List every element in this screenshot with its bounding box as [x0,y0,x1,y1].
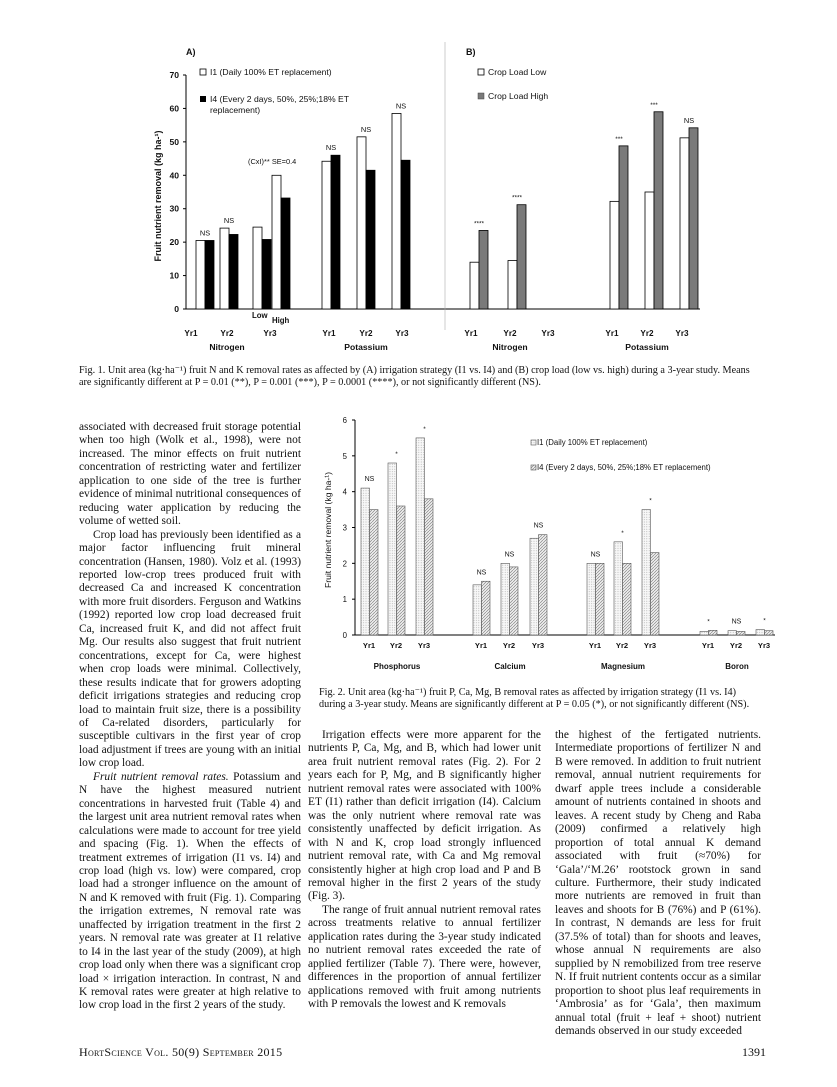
fig2-annotation: * [423,425,426,433]
fig1a-annotation: NS [325,143,337,153]
legend-low-label: Crop Load Low [488,67,547,77]
fig2-x-labels [363,641,770,671]
fig1-year-label: Yr3 [675,329,689,338]
fig1-group-label: Nitrogen [492,342,528,352]
fig2-bars [361,426,773,635]
fig2-year-label: Yr2 [615,641,629,650]
fig1a-annotation: NS [199,228,211,238]
fig1-year-label: Yr1 [322,329,336,338]
fig2-bar [642,510,651,635]
legend-high-label: Crop Load High [488,91,549,101]
fig2-group-label: Boron [725,662,749,671]
fig2-bar [651,553,660,635]
fig2-annotation: * [707,618,710,626]
fig2-annotation: NS [731,618,742,626]
fig1-y-tick-label: 30 [169,203,179,214]
left-para-3-body: Potassium and N have the highest measured nutrient concentrations in harvested fruit (Table 4) and the largest unit area nutrient removal rates when calculations were made to account for tree yield and spacing (Fig. 1). When the effects of treatment extremes of irrigation (I1 vs. I4) and crop load (high vs. low) were compared, crop load had a stronger influence on the amount of N and K removed with fruit (Fig. 1). Comparing the irrigation extremes, N removal rate was unaffected by irrigation treatment in the first 2 years. N removal rate was greater at I1 relative to I4 in the last year of the study (2009), at high crop load only when there was a significant crop load × irrigation interaction. In contrast, N and K removal rates were greater at high relative to low crop load in the first 2 years of the study. [79,770,301,1012]
fig1-year-label: Yr3 [541,329,555,338]
fig1b-annotation: NS [683,115,695,125]
fig2-group-label: Magnesium [600,662,646,671]
fig2-bar [700,631,709,635]
fig2-y-tick-label: 5 [342,451,347,461]
fig1-year-label: Yr2 [220,329,234,338]
fig2-year-label: Yr3 [531,641,545,650]
fig1-caption: Fig. 1. Unit area (kg·ha⁻¹) fruit N and K removal rates as affected by (A) irrigation strategy (I1 vs. I4) and (B) crop load (low vs. high) during a 3-year study. Means are significantly different at P = 0.01 (**), P = 0.001 (***), P = 0.0001 (****), or not significantly different (NS). [79,365,750,389]
legend-i4-label-line2: replacement) [210,105,261,115]
fig2-y-tick-label: 3 [342,523,347,533]
fig2-bar [397,506,406,635]
fig2-y-tick-label: 6 [342,416,347,425]
left-para-3 [79,771,301,1013]
footer-journal: HortScience Vol. 50(9) September 2015 [79,1045,283,1059]
left-column [79,421,301,1013]
fig2-annotation: * [763,617,766,625]
fig2-annotation: NS [364,476,375,484]
fig1-group-label: Potassium [625,342,669,352]
fig2-bar [596,563,605,635]
middle-column [308,729,541,1012]
fig1-y-tick-label: 40 [169,170,179,181]
fig2-bar [416,438,425,635]
fig2-caption: Fig. 2. Unit area (kg·ha⁻¹) fruit P, Ca, Mg, B removal rates as affected by irrigation strategy (I1 vs. I4) during a 3-year study. Means are significantly different at P = 0.05 (*), or not significantly different (NS). [319,687,750,711]
fig2-bar [587,563,596,635]
footer-page-number: 1391 [742,1045,766,1059]
fig1b-annotation: **** [473,220,485,228]
fig2-year-label: Yr1 [588,641,602,650]
mid-para-2: The range of fruit annual nutrient removal rates across treatments relative to annual fertilizer application rates during the 3-year study indicated no nutrient removal rates exceeded the rate of applied fertilizer (Table 7). There were, however, differences in the proportion of annual fertilizer applications removed with fruit among nutrients with P removals the lowest and K removals [308,903,541,1011]
left-para-1: associated with decreased fruit storage potential when too high (Wolk et al., 1998), were not increased. The minor effects on fruit nutrient concentration of restricting water and fertilizer application to one side of the tree is further evidence of minimal nutritional consequences of reducing water application by reducing the volume of wetted soil. [79,421,301,528]
fig2-bar [361,488,370,635]
section-heading-removal: Fruit nutrient removal rates. [93,770,229,783]
fig2-year-label: Yr3 [757,641,771,650]
fig2-year-label: Yr2 [389,641,403,650]
fig2-bar [756,630,765,635]
fig2-bar [370,510,379,635]
fig2-bar [728,631,737,635]
fig2-bar [765,631,774,635]
fig2-bar [539,535,548,635]
fig1-year-label: Yr2 [640,329,654,338]
fig2-annotation: NS [476,569,487,577]
fig1-group-label: Potassium [344,342,388,352]
fig1-year-label: Yr1 [464,329,478,338]
fig2-annotation: * [395,451,398,458]
fig1a-annotation: NS [360,124,372,134]
mid-para-1: Irrigation effects were more apparent for the nutrients P, Ca, Mg, and B, which had lower unit area fruit nutrient removal rates (Fig. 2). For 2 years each for P, Mg, and B significantly higher nutrient removal rates were associated with 100% ET (I1) rather than deficit irrigation (I4). Calcium was the only nutrient where removal rate was consistently unaffected by deficit irrigation. As with N and K, crop load strongly influenced nutrient removal rate, with Ca and Mg removal consistently higher at high crop load and P and B removal higher in the first 2 years of the study (Fig. 3). [308,729,541,903]
fig1b-annotation: **** [511,194,523,202]
fig1-year-label: Yr3 [395,329,409,338]
fig2-bar [510,567,519,635]
fig2-year-label: Yr3 [417,641,431,650]
fig2-bar [530,538,539,635]
low-label: Low [252,311,268,320]
fig2-y-tick-label: 0 [342,631,347,640]
fig2-legend-i4-label: I4 (Every 2 days, 50%, 25%;18% ET replacement) [537,463,711,472]
fig2-legend-i4-swatch [531,465,536,470]
fig1-ylabel: Fruit nutrient removal (kg ha-¹) [153,130,163,262]
fig2-annotation: * [621,529,624,537]
fig2-bar [388,463,397,635]
fig1-y-tick-label: 50 [169,136,179,147]
fig2-y-tick-label: 4 [342,487,347,497]
fig2-bar [501,563,510,635]
fig1-year-label: Yr1 [605,329,619,338]
fig2-year-label: Yr2 [502,641,516,650]
legend-i4-label-line1: I4 (Every 2 days, 50%, 25%;18% ET [210,94,349,104]
fig2-bar [425,499,434,635]
fig2-y-tick-label: 2 [342,559,347,569]
fig1-year-label: Yr3 [263,329,277,338]
fig2-year-label: Yr1 [474,641,488,650]
fig2-year-label: Yr3 [643,641,657,650]
left-para-2: Crop load has previously been identified as a major factor influencing fruit mineral concentration (Hansen, 1980). Volz et al. (1993) reported low-crop trees produced fruit with decreased Ca and increased K concentration with more fruit disorders. Ferguson and Watkins (1992) reported low crop load decreased fruit Ca, increased fruit K, and did not affect fruit Mg. Our results also suggest that fruit nutrient concentrations, except for Ca, were highest when crop loads were minimal. Collectively, these results indicate that for growers adopting deficit irrigations strategies and reducing crop load to maintain fruit size, there is a possibility of Ca-related disorders, particularly for susceptible cultivars in the first year of crop load adjustment if trees are young with an initial low crop load. [79,528,301,770]
fig2-y-tick-label: 1 [342,595,347,605]
fig1-y-tick-label: 70 [169,70,179,80]
fig1-y-tick-label: 10 [169,270,179,281]
fig1b-annotation: *** [650,101,658,109]
fig1-panel-a-label: A) [186,47,196,57]
fig1-year-label: Yr2 [503,329,517,338]
right-para-1: the highest of the fertigated nutrients. Intermediate proportions of fertilizer N and B were removed. In addition to fruit nutrient removal, annual nutrient requirements for dwarf apple trees include a considerable amount of nutrients contained in shoots and leaves. A recent study by Cheng and Raba (2009) confirmed a relatively high proportion of total annual K demand associated with fruit (≈70%) for ‘Gala’/‘M.26’ rootstock grown in sand culture. Furthermore, their study indicated more nutrients are removed in fruit than leaves and shoots for B (76%) and P (61%). In contrast, N demands are less for fruit (37.5% of total) than for shoots and leaves, whose annual N requirements are also supplied by N remobilized from tree reserve N. If fruit nutrient contents occur as a similar proportion to shoot plus leaf requirements in ‘Ambrosia’ as for ‘Gala’, then maximum annual total (fruit + leaf + shoot) nutrient demands observed in our study exceeded [555,729,761,1037]
fig1-y-tick-label: 0 [174,304,179,314]
fig1a-annotation: NS [223,216,235,226]
fig2-annotation: NS [504,551,515,559]
fig2-legend-i1-label: I1 (Daily 100% ET replacement) [537,438,648,447]
fig1-y-tick-label: 20 [169,237,179,248]
fig2-bar [737,631,746,635]
fig1-y-tick-label: 60 [169,103,179,114]
high-label: High [272,316,290,325]
fig2-bar [709,630,718,635]
fig2-year-label: Yr2 [729,641,743,650]
fig2-y-ticks [343,416,355,640]
fig2-bar [614,542,623,635]
fig2-year-label: Yr1 [701,641,715,650]
fig1-year-label: Yr1 [184,329,198,338]
fig2-ylabel: Fruit nutrient removal (kg ha-¹) [323,471,333,589]
fig2-group-label: Phosphorus [373,662,421,671]
legend-i1-label: I1 (Daily 100% ET replacement) [210,67,332,77]
fig2-annotation: NS [533,522,544,530]
fig1a-annotation: NS [395,101,407,111]
fig2-year-label: Yr1 [362,641,376,650]
fig1b-annotation: *** [615,135,623,143]
right-column [555,729,761,1038]
fig2-bar [623,563,632,635]
fig2-annotation: NS [590,551,601,559]
fig2-group-label: Calcium [494,662,526,671]
cxl-note: (CxI)** SE=0.4 [248,157,297,166]
fig2-bar [473,585,482,635]
fig2-bar [482,581,491,635]
fig1-group-label: Nitrogen [209,342,245,352]
fig2-legend-i1-swatch [531,440,536,445]
fig2-annotation: * [649,497,652,505]
fig1-panel-b-label: B) [466,47,476,57]
fig1-year-label: Yr2 [359,329,373,338]
